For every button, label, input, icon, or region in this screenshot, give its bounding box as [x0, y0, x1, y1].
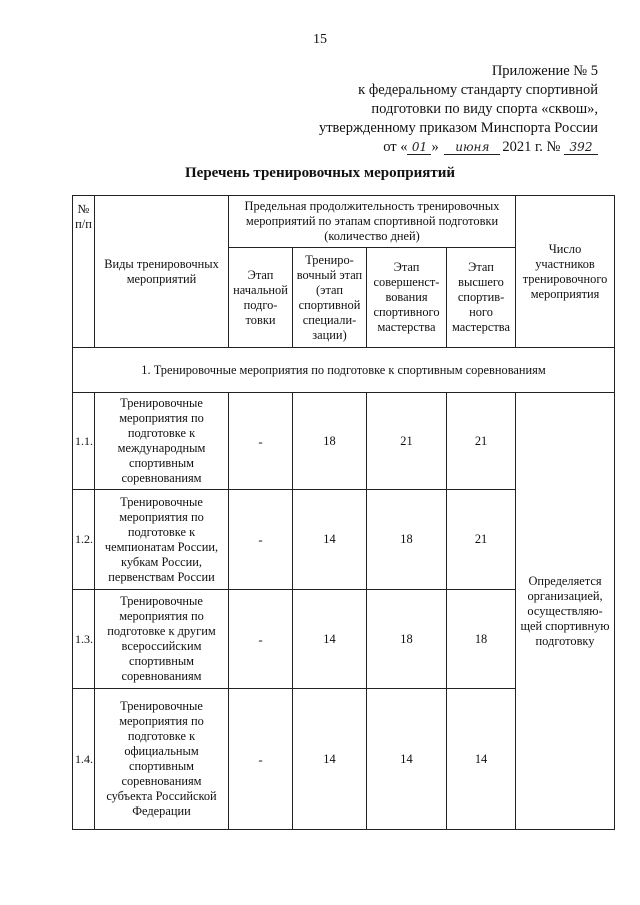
row-value: 18: [293, 393, 367, 490]
row-value: 14: [293, 490, 367, 590]
row-number: 1.1.: [73, 393, 95, 490]
handwritten-order-number: 392: [564, 140, 598, 155]
row-value: -: [229, 590, 293, 689]
row-number: 1.3.: [73, 590, 95, 689]
training-activities-table: [72, 195, 615, 830]
row-value: 18: [367, 590, 447, 689]
appendix-line: утвержденному приказом Минспорта России: [318, 120, 598, 136]
participants-value: Определяется организацией, осуществляю-щей спортивную подготовку: [516, 393, 615, 830]
row-value: 21: [447, 393, 516, 490]
row-value: 14: [447, 689, 516, 830]
table-row: [73, 393, 615, 490]
row-value: 21: [367, 393, 447, 490]
row-value: 21: [447, 490, 516, 590]
row-name: Тренировочные мероприятия по подготовке к международным спортивным соревнованиям: [95, 393, 229, 490]
section-row: [73, 348, 615, 393]
appendix-header: [298, 62, 598, 157]
date-prefix: от «: [383, 139, 408, 155]
appendix-line: подготовки по виду спорта «сквош»,: [371, 101, 598, 117]
document-title: Перечень тренировочных мероприятий: [185, 165, 455, 181]
table-header-row: [73, 196, 615, 248]
page-number: 15: [313, 32, 327, 47]
header-duration: Предельная продолжительность тренировочных мероприятий по этапам спортивной подготовки (количество дней): [229, 196, 516, 248]
header-stage-initial: Этап начальной подго-товки: [229, 248, 293, 348]
header-num: № п/п: [73, 196, 95, 348]
row-number: 1.4.: [73, 689, 95, 830]
header-stage-improvement: Этап совершенст-вования спортивного мастерства: [367, 248, 447, 348]
date-mid: »: [431, 139, 439, 155]
row-value: 14: [293, 689, 367, 830]
row-value: 14: [293, 590, 367, 689]
row-name: Тренировочные мероприятия по подготовке к официальным спортивным соревнованиям субъекта Российской Федерации: [95, 689, 229, 830]
section-title: 1. Тренировочные мероприятия по подготовке к спортивным соревнованиям: [73, 348, 615, 393]
row-value: 18: [367, 490, 447, 590]
handwritten-month: июня: [444, 140, 500, 155]
handwritten-day: 01: [407, 140, 431, 155]
row-number: 1.2.: [73, 490, 95, 590]
row-name: Тренировочные мероприятия по подготовке к другим всероссийским спортивным соревнованиям: [95, 590, 229, 689]
row-value: -: [229, 689, 293, 830]
row-name: Тренировочные мероприятия по подготовке к чемпионатам России, кубкам России, первенствам России: [95, 490, 229, 590]
appendix-line: к федеральному стандарту спортивной: [358, 82, 598, 98]
row-value: 14: [367, 689, 447, 830]
header-stage-training: Трениро-вочный этап (этап спортивной специали-зации): [293, 248, 367, 348]
order-date-line: [298, 138, 598, 157]
row-value: -: [229, 393, 293, 490]
date-year: 2021 г. №: [502, 139, 561, 155]
row-value: -: [229, 490, 293, 590]
header-stage-highest: Этап высшего спортив-ного мастерства: [447, 248, 516, 348]
row-value: 18: [447, 590, 516, 689]
header-kind: Виды тренировочных мероприятий: [95, 196, 229, 348]
header-participants: Число участников тренировочного мероприятия: [516, 196, 615, 348]
appendix-title: Приложение № 5: [491, 63, 598, 79]
